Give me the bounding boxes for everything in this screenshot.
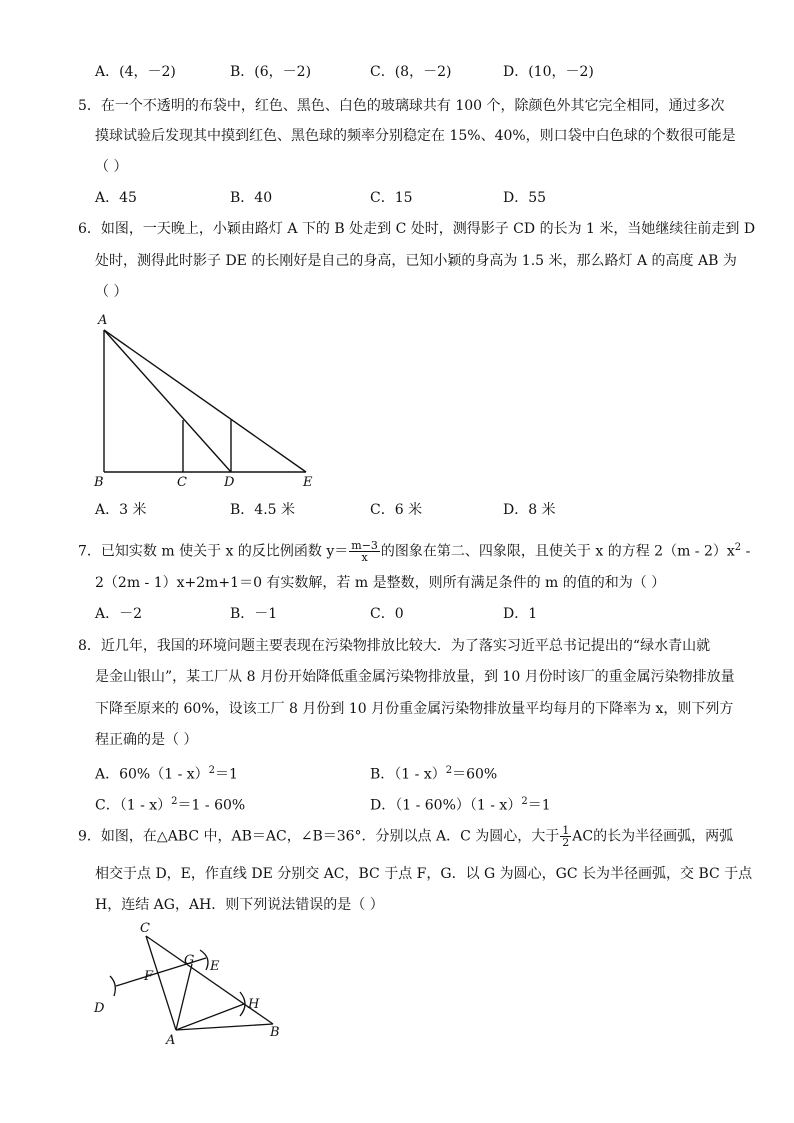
q6-streetlight-figure bbox=[88, 308, 328, 493]
q6-paren: （ ） bbox=[95, 284, 128, 300]
q5-option-d: D．55 bbox=[503, 190, 547, 206]
light-ray-ae bbox=[104, 330, 306, 472]
q7-fraction: $\frac{m-3}{x}$ bbox=[351, 539, 378, 565]
q5-option-b: B．40 bbox=[230, 190, 273, 206]
label-a: A bbox=[166, 1033, 176, 1048]
label-c: C bbox=[177, 475, 187, 490]
q9-number: 9． bbox=[78, 828, 101, 845]
q5-option-a: A．45 bbox=[95, 190, 137, 206]
q5-number: 5． bbox=[78, 98, 101, 114]
q7-stem-line2: 2（2m - 1）x+2m+1＝0 有实数解，若 m 是整数，则所有满足条件的 m 的值的和为（ ） bbox=[95, 575, 666, 591]
label-c: C bbox=[140, 921, 150, 936]
q7-option-d: D．1 bbox=[503, 606, 538, 622]
label-h: H bbox=[248, 997, 260, 1012]
q8-stem-line1: 8．近几年，我国的环境问题主要表现在污染物排放比较大．为了落实习近平总书记提出的“绿水青山就 bbox=[78, 638, 711, 654]
label-e: E bbox=[210, 959, 220, 974]
q4-option-b: B．(6，－2) bbox=[230, 64, 312, 80]
q6-option-d: D．8 米 bbox=[503, 502, 556, 518]
q5-stem-line2: 摸球试验后发现其中摸到红色、黑色球的频率分别稳定在 15%、40%，则口袋中白色球的个数很可能是 bbox=[95, 128, 736, 144]
q8-option-d: D．（1 - 60%）（1 - x）$^2$＝1 bbox=[370, 796, 551, 814]
label-a: A bbox=[98, 313, 108, 328]
q5-stem-line1: 5．在一个不透明的布袋中，红色、黑色、白色的玻璃球共有 100 个，除颜色外其它完全相同，通过多次 bbox=[78, 98, 725, 114]
label-b: B bbox=[94, 475, 104, 490]
label-b: B bbox=[270, 1025, 280, 1040]
q7-option-c: C．0 bbox=[370, 606, 404, 622]
q5-paren: （ ） bbox=[95, 159, 128, 175]
q9-stem-line3: H，连结 AG，AH．则下列说法错误的是（ ） bbox=[95, 897, 384, 913]
q7-option-b: B．－1 bbox=[230, 606, 278, 622]
q6-option-b: B．4.5 米 bbox=[230, 502, 296, 518]
q5-option-c: C．15 bbox=[370, 190, 413, 206]
q8-stem-line4: 程正确的是（ ） bbox=[95, 732, 198, 748]
q6-stem-line2: 处时，测得此时影子 DE 的长刚好是自己的身高，已知小颖的身高为 1.5 米，那么路灯 A 的高度 AB 为 bbox=[95, 253, 737, 269]
q8-stem-line3: 下降至原来的 60%，设该工厂 8 月份到 10 月份重金属污染物排放量平均每月的下降率为 x，则下列方 bbox=[95, 701, 734, 717]
q9-stem-line1: 9．如图，在△ABC 中，AB＝AC，∠B＝36°．分别以点 A．C 为圆心，大于 $\frac{1}{2}$ AC的长为半径画弧，两弧 bbox=[78, 824, 734, 849]
label-d: D bbox=[94, 1001, 105, 1016]
q8-number: 8． bbox=[78, 638, 101, 654]
label-f: F bbox=[144, 969, 154, 984]
q4-option-d: D．(10，－2) bbox=[503, 64, 594, 80]
q6-stem-line1: 6．如图，一天晚上，小颖由路灯 A 下的 B 处走到 C 处时，测得影子 CD 的长为 1 米，当她继续往前走到 D bbox=[78, 221, 756, 237]
q7-stem-line1: 7．已知实数 m 使关于 x 的反比例函数 y＝ $\frac{m-3}{x}$ 的图象在第二、四象限，且使关于 x 的方程 $2(m - 2)x^2$ - bbox=[78, 539, 751, 565]
q7-option-a: A．－2 bbox=[95, 606, 143, 622]
q8-stem-line2: 是金山银山”，某工厂从 8 月份开始降低重金属污染物排放量，到 10 月份时该厂的重金属污染物排放量 bbox=[95, 669, 735, 685]
label-d: D bbox=[224, 475, 235, 490]
q6-option-c: C．6 米 bbox=[370, 502, 423, 518]
q9-fraction: $\frac{1}{2}$ bbox=[562, 824, 570, 849]
q8-option-c: C．（1 - x）$^2$＝1 - 60% bbox=[95, 796, 246, 814]
light-ray-ad bbox=[104, 330, 231, 472]
q4-option-a: A．(4，－2) bbox=[95, 64, 176, 80]
q6-option-a: A．3 米 bbox=[95, 502, 147, 518]
q4-option-c: C．(8，－2) bbox=[370, 64, 452, 80]
label-g: G bbox=[184, 953, 195, 968]
arc-d bbox=[110, 976, 115, 996]
q9-stem-line2: 相交于点 D，E，作直线 DE 分别交 AC，BC 于点 F，G．以 G 为圆心，GC 长为半径画弧，交 BC 于点 bbox=[95, 866, 753, 882]
q8-option-a: A．60%（1 - x）$^2$＝1 bbox=[95, 765, 238, 783]
q7-number: 7． bbox=[78, 543, 101, 560]
q6-number: 6． bbox=[78, 221, 101, 237]
segment-ag bbox=[176, 964, 192, 1030]
q9-triangle-figure bbox=[88, 918, 298, 1048]
label-e: E bbox=[303, 475, 313, 490]
q8-option-b: B．（1 - x）$^2$＝60% bbox=[370, 765, 498, 783]
